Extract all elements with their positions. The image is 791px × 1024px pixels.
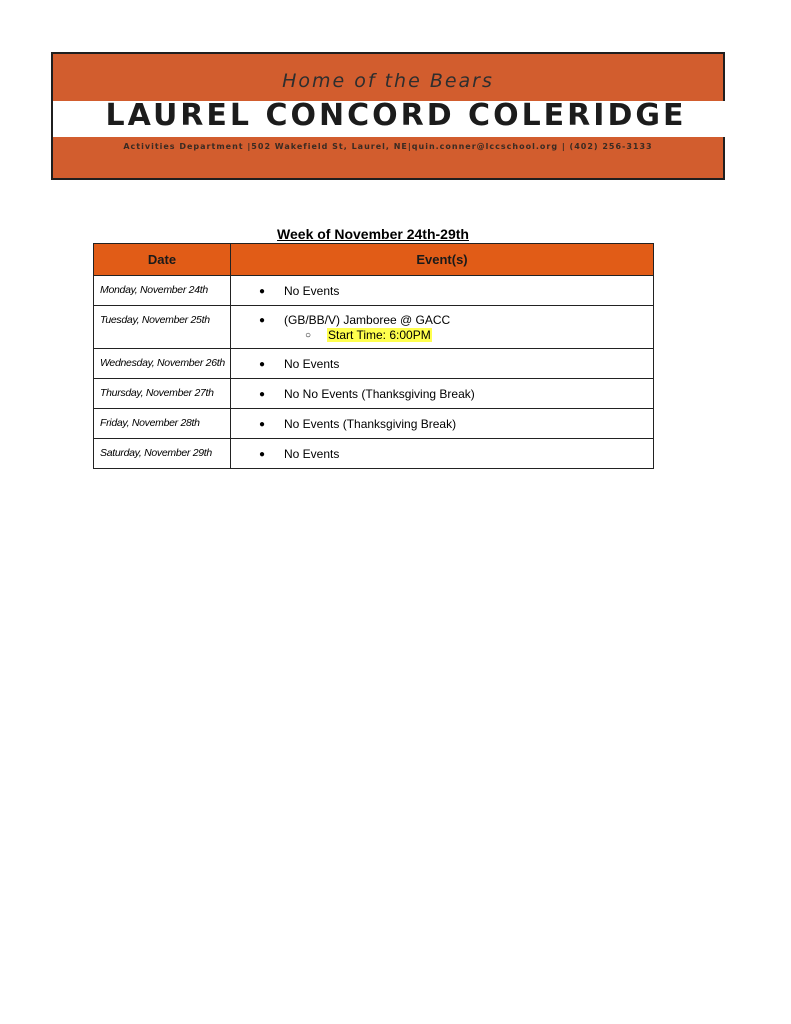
date-cell: Friday, November 28th	[94, 409, 231, 439]
event-text: No Events	[284, 284, 340, 298]
sub-bullet-icon: ○	[305, 329, 312, 341]
school-name: LAUREL CONCORD COLERIDGE	[105, 98, 687, 133]
event-cell	[231, 276, 654, 306]
start-time-text: Start Time: 6:00PM	[328, 328, 431, 342]
date-cell: Saturday, November 29th	[94, 439, 231, 469]
table-row	[94, 379, 654, 409]
event-cell	[231, 409, 654, 439]
event-text: No No Events (Thanksgiving Break)	[284, 387, 475, 401]
table-header-row	[94, 244, 654, 276]
contact-info: Activities Department |502 Wakefield St, Laurel, NE|quin.conner@lccschool.org | (402) 256-3133	[123, 142, 653, 151]
event-text: No Events (Thanksgiving Break)	[284, 417, 457, 431]
table-row	[94, 349, 654, 379]
schedule-table	[93, 243, 654, 469]
table-row	[94, 276, 654, 306]
event-cell	[231, 349, 654, 379]
bullet-icon: ●	[259, 448, 266, 460]
bullet-icon: ●	[259, 358, 266, 370]
date-cell: Monday, November 24th	[94, 276, 231, 306]
events-column-header: Event(s)	[231, 244, 654, 276]
week-title: Week of November 24th-29th	[277, 226, 469, 242]
bullet-icon: ●	[259, 314, 266, 326]
event-cell	[231, 306, 654, 349]
date-cell: Thursday, November 27th	[94, 379, 231, 409]
event-text: (GB/BB/V) Jamboree @ GACC	[284, 313, 451, 327]
event-cell	[231, 439, 654, 469]
event-text: No Events	[284, 447, 340, 461]
date-cell: Wednesday, November 26th	[94, 349, 231, 379]
date-column-header: Date	[94, 244, 231, 276]
event-cell	[231, 379, 654, 409]
event-text: No Events	[284, 357, 340, 371]
banner-tagline: Home of the Bears	[282, 70, 494, 92]
table-row	[94, 306, 654, 349]
bullet-icon: ●	[259, 418, 266, 430]
date-cell: Tuesday, November 25th	[94, 306, 231, 349]
bullet-icon: ●	[259, 285, 266, 297]
table-row	[94, 409, 654, 439]
bullet-icon: ●	[259, 388, 266, 400]
table-row	[94, 439, 654, 469]
